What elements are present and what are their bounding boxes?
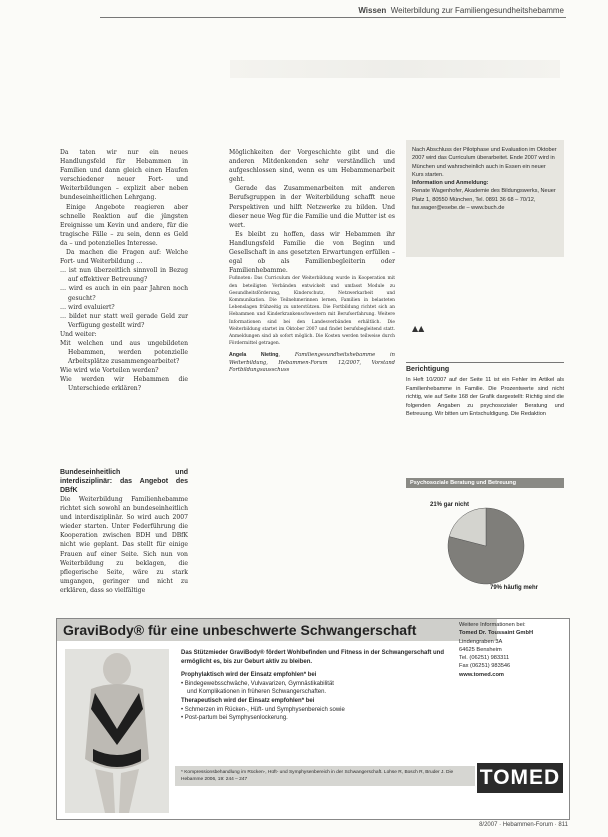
header-title: Weiterbildung zur Familiengesundheitshebamme	[390, 6, 564, 15]
ad-contact	[459, 621, 565, 679]
tomed-logo: TOMED	[477, 763, 563, 793]
dbfk-box-text: Die Weiterbildung Familienhebamme richtet sich sowohl an bundeseinheitlich und interdisziplinär. So wird auch 2007 wieder starten. Unter Federführung die Kooperation zwischen BDH und DBfK nicht wie geplant. Das stellt für einige Frauen auf einer Seite. Sich nun von Weiterbildung zu beklagen, die pflegerische Seite, wäre zu stark umgangen, geringer und nicht zu erklären, dass so vielfältige	[60, 496, 188, 594]
list-item: … bildet nur statt weil gerade Geld zur Verfügung gestellt wird?	[60, 312, 188, 329]
author-text: Familiengesundheitshebamme in Weiterbildung, Hebammen-Forum 12/2007, Vorstand Fortbildungsausschuss	[229, 352, 395, 374]
pie-chart	[406, 488, 564, 592]
correction-text: In Heft 10/2007 auf der Seite 11 ist ein Fehler im Artikel als Familienhebamme in Familie. Die Prozentwerte sind nicht richtig, wie auf Seite 168 der Grafik dargestellt: Richtig sind die folgenden Angaben zu psychosozialer Beratung und Betreuung. Wir bitten um Entschuldigung. Die Redaktion	[406, 377, 564, 418]
correction-box	[406, 362, 564, 419]
header-rule	[100, 17, 566, 18]
company-web[interactable]: www.tomed.com	[459, 671, 504, 678]
ad-list-item: und Komplikationen in früheren Schwangerschaften.	[187, 689, 327, 696]
ad-list-item: • Bindegewebsschwäche, Vulvavarizen, Gymnästikabilität	[181, 680, 334, 687]
ad-list-item: • Schmerzen im Rücken-, Hüft- und Symphysenbereich sowie	[181, 706, 345, 713]
paragraph: Da machen die Fragen auf: Welche Fort- und Weiterbildung …	[60, 249, 188, 266]
paragraph: Einige Angebote reagieren aber schnelle Reaktion auf die jüngsten Ereignisse um Kevin und andere, für die tragische Fälle – zu sein, denn es Geld da – und potenzielles Interesse.	[60, 203, 188, 247]
faded-headline-band	[230, 60, 560, 78]
info-heading: Information und Anmeldung:	[412, 180, 489, 187]
pie-chart-box	[406, 478, 564, 598]
product-photo-icon	[65, 649, 169, 813]
list-item: … wird evaluiert?	[60, 303, 115, 311]
ad-title: GraviBody® für eine unbeschwerte Schwangerschaft	[63, 622, 417, 638]
footnote-text: Fußnoten: Das Curriculum der Weiterbildung wurde in Kooperation mit den beteiligten Verbänden entwickelt und umfasst Module zu Gesundheitsförderung, Kinderschutz, Netzwerkarbeit und Kommunikation. Die Teilnehmerinnen lernen, Familien in belasteten Lebenslagen frühzeitig zu unterstützen. Die Fortbildung richtet sich an Hebammen und Kinderkrankenschwestern mit Berufserfahrung. Weitere Informationen sind bei den Landesverbänden erhältlich. Die Weiterbildung startet im Oktober 2007 und findet berufsbegleitend statt. Anmeldungen sind ab sofort möglich. Die Kosten werden teilweise durch Fördermittel getragen.	[229, 276, 395, 347]
dbfk-box-title: Bundeseinheitlich und interdisziplinär: das Angebot des DBfK	[60, 469, 188, 494]
article-column-2	[229, 148, 395, 375]
company-fax: Fax (06251) 983546	[459, 663, 511, 670]
paragraph: Es bleibt zu hoffen, dass wir Hebammen ihr Handlungsfeld Familie die von Beginn und Gesellschaft in ans gesetzten Erwartungen erfüllen – egal ob als Familienbegleiterin oder Familienhebamme.	[229, 230, 395, 275]
author-name: Angela Nieting	[229, 352, 279, 359]
info-text: Nach Abschluss der Pilotphase und Evaluation im Oktober 2007 wird das Curriculum überarbeitet. Ende 2007 wird in München und wahrscheinlich auch in Essen ein neuer Kurs starten.	[412, 147, 557, 178]
chart-title: Psychosoziale Beratung und Betreuung	[406, 478, 564, 488]
paragraph: Gerade das Zusammenarbeiten mit anderen Berufsgruppen in der Weiterbildung schafft neue Perspektiven und hilft Netzwerke zu bilden. Und dieser neue Weg für die Familie und die Mutter ist es wert.	[229, 185, 395, 229]
ad-footnote: * Kompressionsbehandlung im Rücken-, Hüft- und Symphysenbereich in der Schwangerschaft. Lohse R, Bosch R, Bruder J. Die Hebamme 2006, 19: 244 – 247	[175, 766, 475, 786]
list-item: … wird es auch in ein paar Jahren noch gesucht?	[60, 285, 188, 302]
ad-heading-1: Prophylaktisch wird der Einsatz empfohlen* bei	[181, 672, 317, 679]
header-section: Wissen	[358, 6, 387, 15]
ad-heading-2: Therapeutisch wird der Einsatz empfohlen* bei	[181, 697, 315, 704]
contact-head: Weitere Informationen bei:	[459, 622, 526, 628]
company-street: Lindengraben 3A	[459, 638, 503, 645]
page-footer: 8/2007 · Hebammen-Forum · 811	[479, 822, 568, 828]
paragraph: Und weiter:	[60, 330, 97, 338]
gravibody-advertisement	[56, 618, 570, 820]
list-item: Mit welchen und aus ungebildeten Hebammen, werden potenzielle Arbeitsplätze zusammengearbeitet?	[60, 339, 188, 366]
dbfk-box	[60, 468, 188, 595]
ornament-icon: ▲▲	[412, 324, 425, 333]
info-contact: Renate Wagenhofer, Akademie des Bildungswerks, Neuer Platz 1, 80550 München, Tel. 0891 36 68 – 70/12, fax.wager@esebe.de – www.buch.de	[412, 188, 556, 212]
correction-title: Berichtigung	[406, 362, 564, 374]
author-bio: Angela Nieting, Familiengesundheitshebamme in Weiterbildung, Hebammen-Forum 12/2007, Vorstand Fortbildungsausschuss	[229, 352, 395, 374]
pie-label: 79% häufig mehr	[490, 585, 539, 591]
pie-label: 21% gar nicht	[430, 502, 470, 508]
company-tel: Tel. (06251) 983311	[459, 655, 510, 662]
page-header	[358, 6, 564, 15]
paragraph: Möglichkeiten der Vorgeschichte gibt und die anderen Mitdenkenden sehr verständlich und aufgeschlossen sind, wenn es um Hebammenarbeit geht.	[229, 149, 395, 184]
company-name: Tomed Dr. Toussaint GmbH	[459, 630, 534, 637]
list-item: … ist nun überzeitlich sinnvoll in Bezug auf effektiver Betreuung?	[60, 267, 188, 284]
list-item: Wie wird wie Vorteilen werden?	[60, 367, 159, 375]
list-item: Wie werden wir Hebammen die Unterschiede erklären?	[60, 376, 188, 393]
article-column-1	[60, 148, 188, 394]
ad-lead: Das Stützmieder GraviBody® fördert Wohlbefinden und Fitness in der Schwangerschaft und ermöglicht es, bis zur Geburt aktiv zu bleiben.	[181, 650, 445, 665]
ad-body	[181, 649, 461, 723]
info-box	[406, 140, 564, 257]
ad-list-item: • Post-partum bei Symphysenlockerung.	[181, 715, 288, 722]
paragraph: Da taten wir nur ein neues Handlungsfeld für Hebammen in Familien und dann gleich einen Haufen verschiedener neuer Fort- und Weiterbildungen – explizit aber neben bundeseinheitlichen Lehrgang.	[60, 149, 188, 202]
company-city: 64625 Bensheim	[459, 646, 502, 653]
